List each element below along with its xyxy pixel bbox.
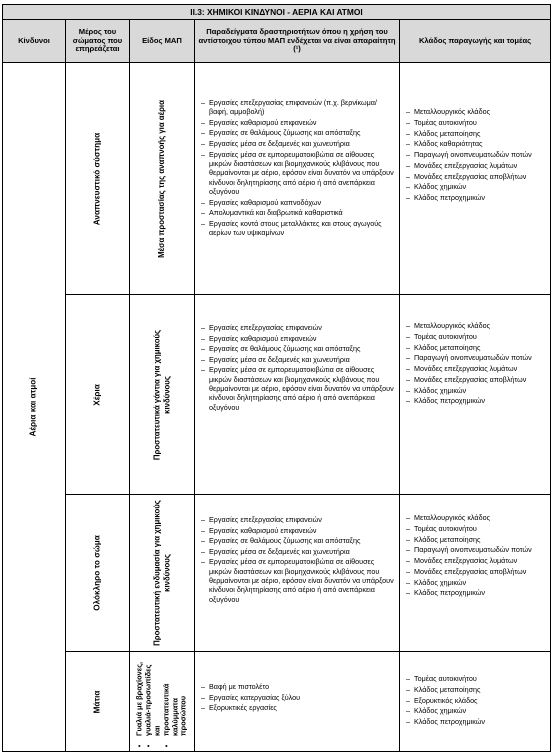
list-item: – Εργασίες κατεργασίας ξύλου — [201, 693, 395, 702]
table-row — [3, 63, 551, 295]
hazard-cell — [3, 63, 66, 752]
list-item: – Εργασίες καθαρισμού επιφανειών — [201, 334, 395, 343]
table-row — [3, 495, 551, 652]
ppe-label: Μέσα προστασίας της αναπνοής για αέρια — [156, 99, 166, 258]
list-item: – Κλάδος πετροχημικών — [406, 396, 546, 405]
list-item: – Τομέας αυτοκινήτου — [406, 332, 546, 341]
list-item: – Τομέας αυτοκινήτου — [406, 118, 546, 127]
ppe-table — [2, 4, 551, 752]
list-item: – Βαφή με πιστολέτο — [201, 682, 395, 691]
list-item: – Κλάδος πετροχημικών — [406, 717, 546, 726]
sectors-cell — [400, 652, 551, 752]
list-item: – Τομέας αυτοκινήτου — [406, 524, 546, 533]
list-item: – Εργασίες επεξεργασίας επιφανειών — [201, 515, 395, 524]
sectors-list — [400, 513, 550, 598]
list-item: • προστατευτικά καλύμματα προσώπου — [162, 659, 189, 736]
list-item: – Μονάδες επεξεργασίας λυμάτων — [406, 364, 546, 373]
header-examples: Παραδείγματα δραστηριοτήτων όπου η χρήση του αντίστοιχου τύπου ΜΑΠ ενδέχεται να είναι απαραίτητη (¹) — [195, 20, 400, 63]
body-part-cell — [66, 652, 130, 752]
table-row — [3, 295, 551, 495]
ppe-label-text: Προστατευτικά γάντια για χημικούς κινδύνους — [152, 329, 171, 460]
list-item: – Κλάδος μεταποίησης — [406, 685, 546, 694]
list-item: – Εργασίες σε θαλάμους ζύμωσης και απόσταξης — [201, 344, 395, 353]
list-item: – Εργασίες καθαρισμού επιφανειών — [201, 118, 395, 127]
list-item: – Κλάδος χημικών — [406, 578, 546, 587]
ppe-cell — [130, 495, 195, 652]
body-part-label: Αναπνευστικό σύστημα — [92, 132, 102, 225]
ppe-items-list — [135, 659, 188, 745]
list-item: – Εργασίες καθαρισμού επιφανειών — [201, 526, 395, 535]
list-item: – Κλάδος χημικών — [406, 182, 546, 191]
ppe-cell — [130, 295, 195, 495]
activities-cell — [195, 295, 400, 495]
list-item: – Μονάδες επεξεργασίας αποβλήτων — [406, 172, 546, 181]
list-item: – Εργασίες σε θαλάμους ζύμωσης και απόσταξης — [201, 128, 395, 137]
list-item: – Κλάδος μεταποίησης — [406, 535, 546, 544]
sectors-cell — [400, 63, 551, 295]
hazard-label: Αέρια και ατμοί — [28, 377, 38, 437]
list-item: – Μεταλλουργικός κλάδος — [406, 321, 546, 330]
list-item: – Εργασίες μέσα σε εμπορευματοκιβώτια σε αίθουσες μικρών διαστάσεων και βιομηχανικούς κλιβάνους που θερμαίνονται με αέριο, εφόσον είναι δυνατόν να υπάρξουν κίνδυνοι δηλητηρίασης από αέριο ή από ανεπάρκεια οξυγόνου — [201, 150, 395, 197]
body-part-cell — [66, 495, 130, 652]
activities-list — [195, 323, 399, 412]
list-item: – Κλάδος πετροχημικών — [406, 193, 546, 202]
list-item: – Εργασίες σε θαλάμους ζύμωσης και απόσταξης — [201, 536, 395, 545]
list-item: – Κλάδος καθαριότητας — [406, 139, 546, 148]
list-item: – Μονάδες επεξεργασίας λυμάτων — [406, 556, 546, 565]
list-item: – Εργασίες καθαρισμού καπνοδόχων — [201, 198, 395, 207]
list-item: – Κλάδος χημικών — [406, 706, 546, 715]
ppe-label — [152, 320, 171, 470]
body-part-label: Μάτια — [92, 690, 102, 713]
list-item: – Εργασίες κοντά στους μεταλλάκτες και στους αγωγούς αερίων των υψικαμίνων — [201, 219, 395, 238]
list-item: – Εργασίες μέσα σε εμπορευματοκιβώτια σε αίθουσες μικρών διαστάσεων και βιομηχανικούς κλιβάνους που θερμαίνονται με αέριο, εφόσον είναι δυνατόν να υπάρξουν κίνδυνοι δηλητηρίασης από αέριο ή από ανεπάρκεια οξυγόνου — [201, 365, 395, 412]
body-part-cell — [66, 295, 130, 495]
activities-cell — [195, 652, 400, 752]
table-row — [3, 652, 551, 752]
header-hazard: Κίνδυνοι — [3, 20, 66, 63]
header-sector: Κλάδος παραγωγής και τομέας — [400, 20, 551, 63]
list-item: • Γυαλιά με βραχίονες, — [135, 659, 144, 736]
sectors-cell — [400, 295, 551, 495]
list-item: – Κλάδος μεταποίησης — [406, 129, 546, 138]
header-ppe-type: Είδος ΜΑΠ — [130, 20, 195, 63]
list-item: – Εργασίες μέσα σε δεξαμενές και χωνευτήρια — [201, 139, 395, 148]
list-item: – Μονάδες επεξεργασίας αποβλήτων — [406, 567, 546, 576]
list-item: – Εργασίες επεξεργασίας επιφανειών (π.χ. βερνίκωμα/βαφή, αμμοβολή) — [201, 98, 395, 117]
sectors-list — [400, 107, 550, 202]
body-part-label: Ολόκληρο το σώμα — [92, 535, 102, 611]
list-item: – Τομέας αυτοκινήτου — [406, 674, 546, 683]
list-item: • γυαλιά-προσωπίδες και — [144, 659, 162, 736]
list-item: – Κλάδος χημικών — [406, 386, 546, 395]
body-part-label: Χέρια — [92, 383, 102, 406]
list-item: – Κλάδος πετροχημικών — [406, 588, 546, 597]
list-item: – Παραγωγή οινοπνευματωδών ποτών — [406, 545, 546, 554]
activities-cell — [195, 495, 400, 652]
list-item: – Απολυμαντικά και διαβρωτικά καθαριστικά — [201, 208, 395, 217]
ppe-label — [152, 498, 171, 648]
activities-list — [195, 682, 399, 712]
table-title: ΙΙ.3: ΧΗΜΙΚΟΙ ΚΙΝΔΥΝΟΙ - ΑΕΡΙΑ ΚΑΙ ΑΤΜΟΙ — [3, 5, 551, 20]
list-item: – Μεταλλουργικός κλάδος — [406, 513, 546, 522]
header-body-part: Μέρος του σώματος που επηρεάζεται — [66, 20, 130, 63]
list-item: – Εργασίες μέσα σε δεξαμενές και χωνευτήρια — [201, 547, 395, 556]
sectors-cell — [400, 495, 551, 652]
list-item: – Εξορυκτικές εργασίες — [201, 703, 395, 712]
activities-list — [195, 98, 399, 237]
ppe-items — [135, 659, 188, 745]
activities-list — [195, 515, 399, 604]
list-item: – Μεταλλουργικός κλάδος — [406, 107, 546, 116]
list-item: – Εργασίες μέσα σε εμπορευματοκιβώτια σε αίθουσες μικρών διαστάσεων και βιομηχανικούς κλιβάνους που θερμαίνονται με αέριο, εφόσον είναι δυνατόν να υπάρξουν κίνδυνοι δηλητηρίασης από αέριο ή από ανεπάρκεια οξυγόνου — [201, 557, 395, 604]
list-item: – Εξορυκτικός κλάδος — [406, 696, 546, 705]
sectors-list — [400, 674, 550, 726]
list-item: – Μονάδες επεξεργασίας λυμάτων — [406, 161, 546, 170]
list-item: – Μονάδες επεξεργασίας αποβλήτων — [406, 375, 546, 384]
activities-cell — [195, 63, 400, 295]
ppe-label-text: Προστατευτική ενδυμασία για χημικούς κινδύνους — [152, 500, 171, 646]
list-item: – Εργασίες μέσα σε δεξαμενές και χωνευτήρια — [201, 355, 395, 364]
list-item: – Παραγωγή οινοπνευματωδών ποτών — [406, 150, 546, 159]
ppe-cell — [130, 652, 195, 752]
body-part-cell — [66, 63, 130, 295]
list-item: – Παραγωγή οινοπνευματωδών ποτών — [406, 353, 546, 362]
ppe-cell — [130, 63, 195, 295]
list-item: – Κλάδος μεταποίησης — [406, 343, 546, 352]
list-item: – Εργασίες επεξεργασίας επιφανειών — [201, 323, 395, 332]
sectors-list — [400, 321, 550, 406]
